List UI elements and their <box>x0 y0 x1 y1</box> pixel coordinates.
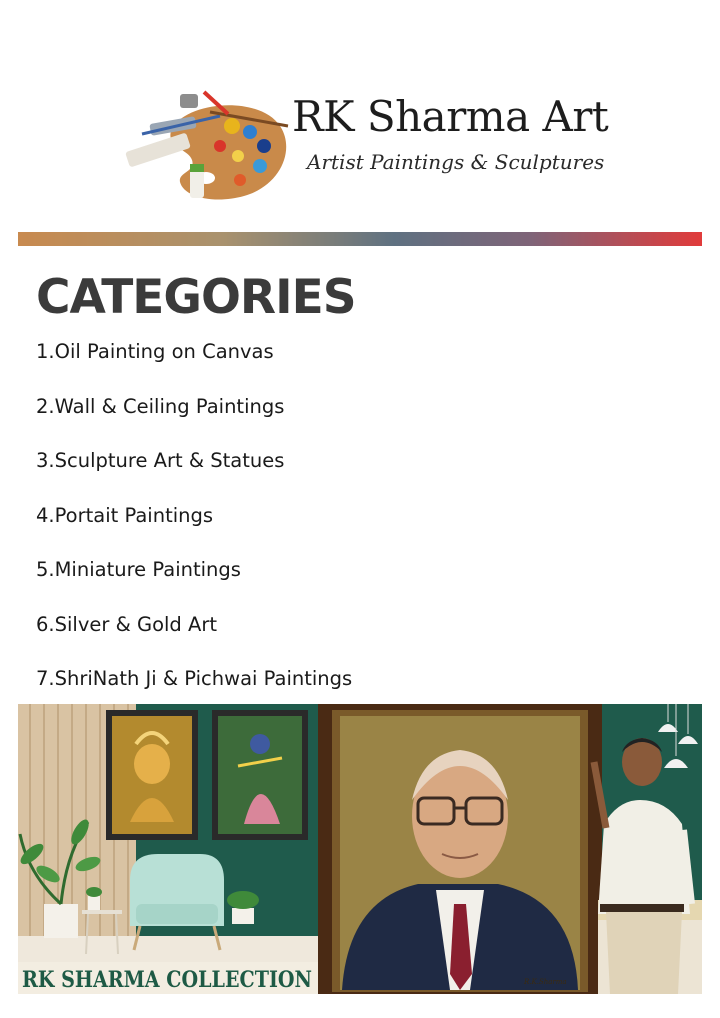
list-item: 7.ShriNath Ji & Pichwai Paintings <box>36 667 353 690</box>
gradient-divider <box>18 232 702 246</box>
brand-tagline: Artist Paintings & Sculptures <box>307 150 605 174</box>
brand-logo <box>120 86 609 206</box>
painting-signature: R.K.Sharma <box>524 978 567 986</box>
list-item: 5.Miniature Paintings <box>36 558 241 581</box>
list-item: 2.Wall & Ceiling Paintings <box>36 394 285 418</box>
portrait-painting <box>318 704 602 994</box>
list-item: 3.Sculpture Art & Statues <box>36 449 285 472</box>
list-item: 4.Portait Paintings <box>36 503 214 527</box>
collection-collage <box>18 704 702 994</box>
categories-list <box>36 340 352 722</box>
brand-title: RK Sharma Art <box>292 92 609 141</box>
list-item: 6.Silver & Gold Art <box>36 612 218 636</box>
ganesha-painting <box>106 710 198 840</box>
collection-banner: RK SHARMA COLLECTION <box>22 967 312 993</box>
krishna-painting <box>212 710 308 840</box>
list-item: 1.Oil Painting on Canvas <box>36 340 274 363</box>
paint-palette-icon <box>120 86 292 204</box>
categories-heading: CATEGORIES <box>36 270 356 325</box>
